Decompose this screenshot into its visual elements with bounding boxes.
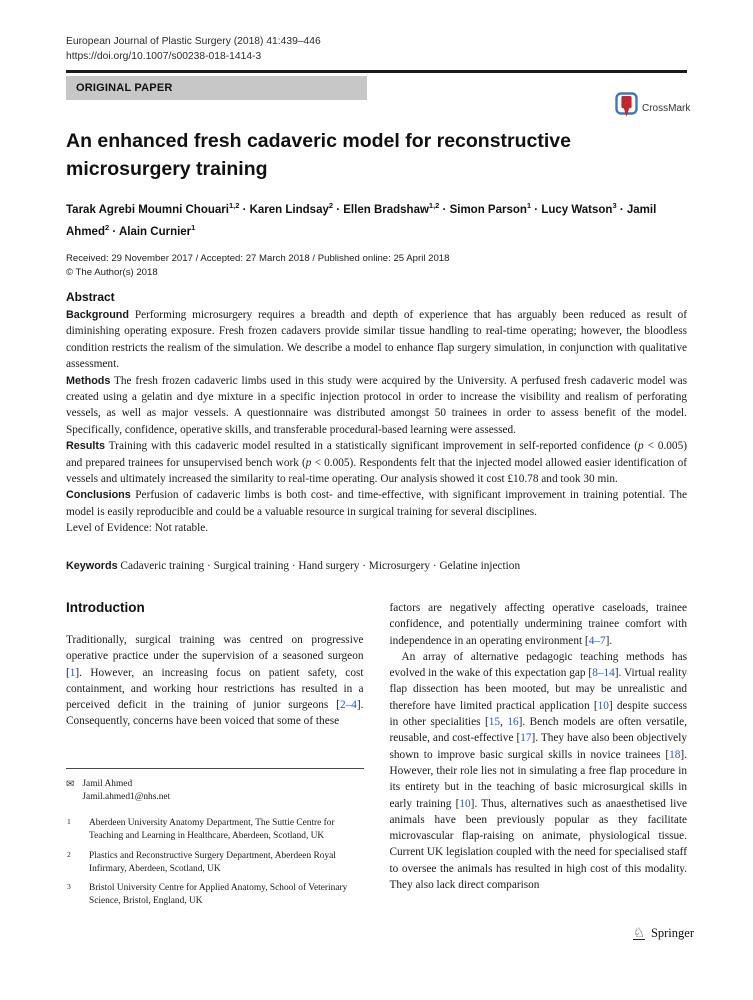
reference-link[interactable]: 2–4 xyxy=(339,699,357,712)
affiliation-2-text: Plastics and Reconstructive Surgery Department, Aberdeen Royal Infirmary, Aberdeen, Scotland, UK xyxy=(89,850,336,874)
right-column xyxy=(390,600,688,915)
reference-link[interactable]: 8–14 xyxy=(592,667,615,680)
crossmark-label: CrossMark xyxy=(642,102,691,114)
abstract-background: Background Performing microsurgery requires a breadth and depth of experience that has arguably been reduced as result of diminishing operating exposure. Fresh frozen cadavers provide similar tissue handling to real-time operating; however, the bloodless condition restricts the realism of the simulation. We describe a model to enhance flap surgery simulation, in conjunction with qualitative assessment. xyxy=(66,309,687,371)
level-of-evidence: Level of Evidence: Not ratable. xyxy=(66,522,209,535)
abstract-conclusions: Conclusions Perfusion of cadaveric limbs is both cost- and time-effective, with significant improvement in training potential. The model is easily reproducible and could be a valuable resource in surgical training for several disciplines. xyxy=(66,489,687,518)
received-accepted-line: Received: 29 November 2017 / Accepted: 27 March 2018 / Published online: 25 April 2018 xyxy=(66,253,450,264)
article-type-banner: ORIGINAL PAPER xyxy=(66,76,367,100)
left-column xyxy=(66,600,364,915)
affiliation-3-text: Bristol University Centre for Applied Anatomy, School of Veterinary Science, Bristol, England, UK xyxy=(89,883,348,907)
affiliation-2 xyxy=(66,850,364,876)
reference-link[interactable]: 17 xyxy=(520,732,532,745)
copyright-line: © The Author(s) 2018 xyxy=(66,266,158,278)
abstract-heading: Abstract xyxy=(66,290,115,304)
reference-link[interactable]: 16 xyxy=(507,716,519,729)
introduction-paragraph-2: factors are negatively affecting operative caseloads, trainee confidence, and potentially undermining trainee comfort with independence in an operating environment [4–7]. xyxy=(389,602,687,647)
corresponding-author-details xyxy=(82,778,170,804)
abstract-section xyxy=(66,290,687,574)
springer-logo-icon: ♘ xyxy=(633,925,645,940)
reference-link[interactable]: 15 xyxy=(488,716,501,729)
reference-link[interactable]: 18 xyxy=(669,748,681,761)
introduction-heading: Introduction xyxy=(66,600,145,615)
reference-link[interactable]: 10 xyxy=(597,699,609,712)
footnote-block xyxy=(66,768,364,915)
header-rule xyxy=(66,70,687,73)
introduction-paragraph-3: An array of alternative pedagogic teaching methods has evolved in the wake of this expectation gap [8–14]. Virtual reality flap dissection has been mooted, but may be unrealistic and therefore have limited practical application [10] despite success in other specialities [15, 16]. Bench models are often versatile, reusable, and cost-effective [17]. They have also been objectively shown to improve basic surgical skills in novice trainees [18]. However, their role lies not in simulating a free flap procedure in its entirety but in the teaching of basic microsurgical skills in early training [10]. Thus, alternatives such as anaesthetised live animals have been previously popular as they facilitate microvascular flap-raising on animate, physiological tissue. Current UK legislation coupled with the need for specialised staff to oversee the animals has resulted in high cost of this modality. They also lack direct comparison xyxy=(389,650,688,892)
crossmark-icon xyxy=(615,92,638,124)
affiliation-1-text: Aberdeen University Anatomy Department, The Suttie Centre for Teaching and Learning in Healthcare, Aberdeen, Scotland, UK xyxy=(89,818,335,842)
corresponding-author-email[interactable]: Jamil.ahmed1@nhs.net xyxy=(82,792,171,803)
affiliation-1-number: 1 xyxy=(67,817,71,827)
abstract-results: Results Training with this cadaveric model resulted in a statistically significant improvement in self-reported confidence (p < 0.005) and prepared trainees for unsupervised bench work (p < 0.005). Respondents felt that the injected model allowed easier identification of vessels and ultimately increased the similarity to real-time operating. Our analysis showed it cost £10.78 and took 30 min. xyxy=(66,440,687,486)
publication-dates xyxy=(66,252,449,279)
affiliation-2-number: 2 xyxy=(67,849,71,859)
affiliation-3 xyxy=(66,882,364,908)
keywords-line: Keywords Cadaveric training · Surgical training · Hand surgery · Microsurgery · Gelatine injection xyxy=(66,559,521,572)
journal-citation: European Journal of Plastic Surgery (2018) 41:439–446 xyxy=(66,36,321,47)
publisher-name: Springer xyxy=(650,926,694,940)
author-list: Tarak Agrebi Moumni Chouari$^{1,2}$ · Karen Lindsay$^2$ · Ellen Bradshaw$^{1,2}$ · Simon Parson$^1$ · Lucy Watson$^3$ · Jamil Ahmed$^2$ · Alain Curnier$^1$ xyxy=(66,201,657,239)
doi-link[interactable]: https://doi.org/10.1007/s00238-018-1414-3 xyxy=(66,50,262,62)
corresponding-author xyxy=(66,778,364,804)
reference-link[interactable]: 10 xyxy=(459,797,471,810)
footnote-divider xyxy=(66,768,364,769)
affiliation-3-number: 3 xyxy=(67,882,71,892)
journal-header xyxy=(66,35,321,64)
reference-link[interactable]: 1 xyxy=(69,666,76,679)
crossmark-button[interactable] xyxy=(615,92,690,124)
body-columns xyxy=(66,600,687,915)
reference-link[interactable]: 4–7 xyxy=(588,634,606,647)
abstract-methods: Methods The fresh frozen cadaveric limbs used in this study were acquired by the University. A perfused fresh cadaveric model was created using a gelatin and dye mixture in a specific injection protocol in order to increase the visibility and realism of perforating vessels, as well as major vessels. A questionnaire was distributed amongst 50 trainees in order to assess benefit of the model. Specifically, confidence, operative skills, and transferable procedural-based learning were assessed. xyxy=(66,374,687,436)
introduction-paragraph-1: Traditionally, surgical training was centred on progressive operative practice under the supervision of a seasoned surgeon [1]. However, an increasing focus on patient safety, cost containment, and working hour restrictions has resulted in a perceived deficit in the training of junior surgeons [2–4]. Consequently, concerns have been voiced that some of these xyxy=(66,634,364,728)
publisher-footer xyxy=(0,926,694,941)
affiliation-1 xyxy=(66,817,364,843)
article-title: An enhanced fresh cadaveric model for reconstructive microsurgery training xyxy=(66,130,572,180)
envelope-icon: ✉ xyxy=(66,779,75,791)
corresponding-author-name: Jamil Ahmed xyxy=(82,779,133,790)
